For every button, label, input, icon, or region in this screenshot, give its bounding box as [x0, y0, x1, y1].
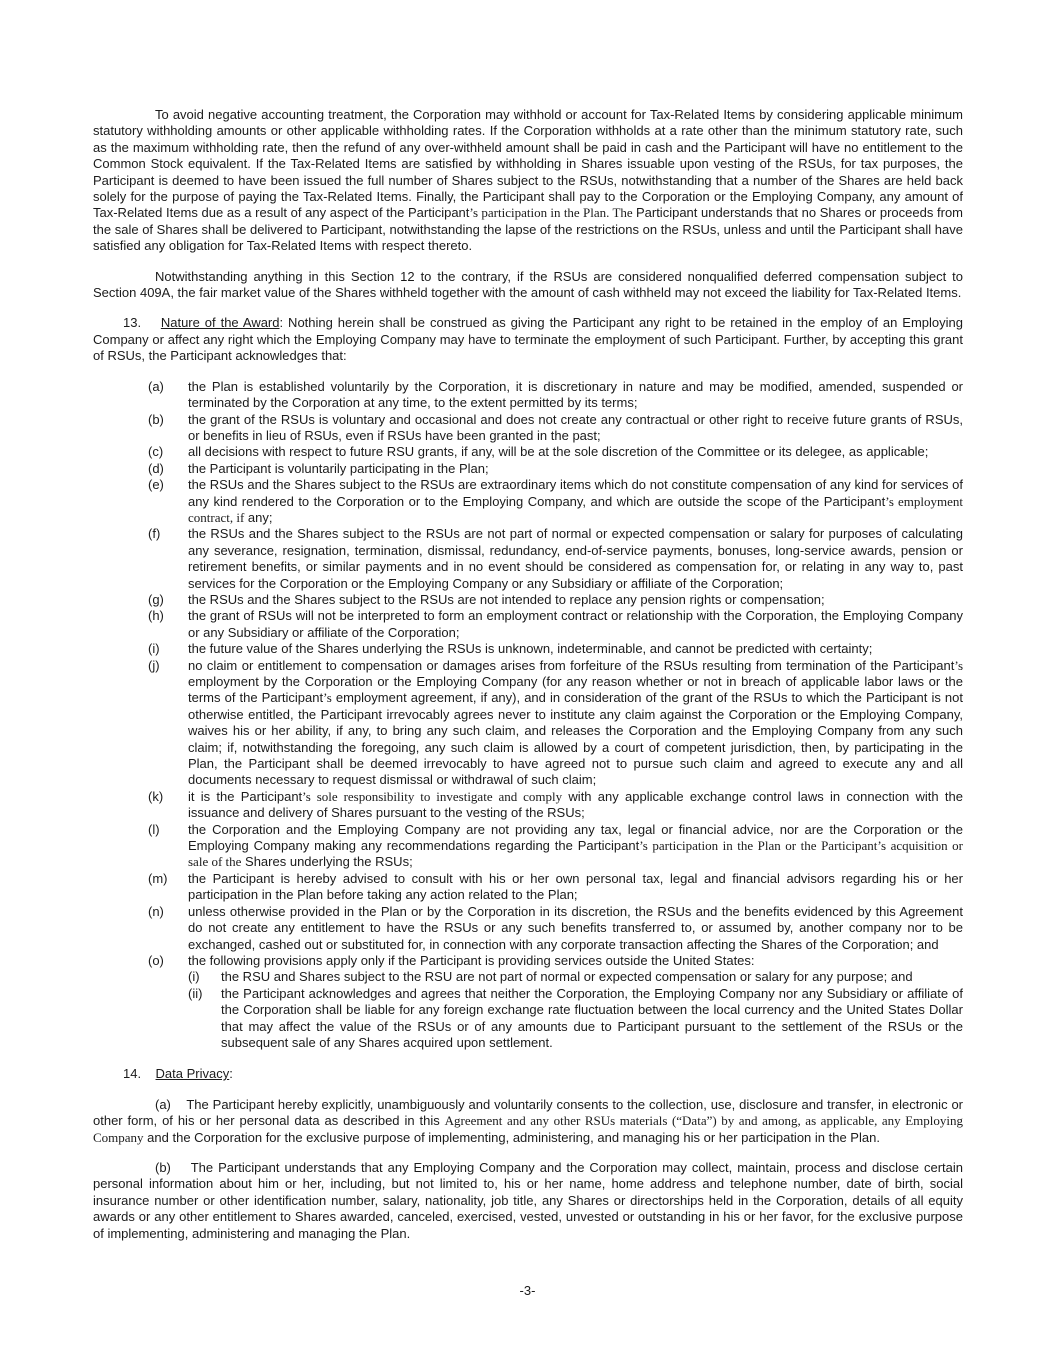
paragraph-data-privacy-collection: (b) The Participant understands that any Employing Company and the Corporation may collect, maintain, process and disclose certain personal information about him or her, including, but not limited to, his or her name, home address and telephone number, date of birth, social insurance number or other identification number, salary, nationality, job title, any Shares or directorships held in the Corporation, details of all equity awards or any other entitlement to Shares awarded, canceled, exercised, vested, unvested or outstanding in his or her favor, for the exclusive purpose of implementing, administering and managing the Plan. [93, 1159, 963, 1241]
paragraph-tax-withholding: To avoid negative accounting treatment, the Corporation may withhold or account for Tax-Related Items by considering applicable minimum statutory withholding amounts or other applicable withholding rates. If the Corporation withholds at a rate other than the minimum statutory rate, such as the maximum withholding rate, then the refund of any over-withheld amount shall be paid in cash and the Participant will have no entitlement to the Common Stock equivalent. If the Tax-Related Items are satisfied by withholding in Shares issuable upon vesting of the RSUs, for tax purposes, the Participant is deemed to have been issued the full number of Shares subject to the RSUs, notwithstanding that a number of the Shares are held back solely for the purpose of paying the Tax-Related Items. Finally, the Participant shall pay to the Corporation or the Employing Company, any amount of Tax-Related Items due as a result of any aspect of the Participant’s participation in the Plan. The Participant understands that no Shares or proceeds from the sale of Shares shall be delivered to Participant, notwithstanding the lapse of the restrictions on the RSUs, unless and until the Participant shall have satisfied any obligation for Tax-Related Items with respect thereto. [93, 107, 964, 254]
list-item [148, 822, 963, 871]
list-item-text: it is the Participant’s sole responsibility to investigate and comply with any applicable exchange control laws in connection with the issuance and delivery of Shares pursuant to the vesting of the RSUs; [188, 788, 963, 821]
paragraph-409a: Notwithstanding anything in this Section 12 to the contrary, if the RSUs are considered nonqualified deferred compensation subject to Section 409A, the fair market value of the Shares withheld together with the amount of cash withheld may not exceed the liability for Tax-Related Items. [93, 268, 963, 301]
list-item-label: (b) [148, 411, 164, 427]
list-item [148, 658, 963, 789]
sublist-item-text: the RSU and Shares subject to the RSU are not part of normal or expected compensation or salary for any purpose; and [221, 969, 913, 985]
list-item-text: the RSUs and the Shares subject to the RSUs are not intended to replace any pension rights or compensation; [188, 591, 825, 607]
sublist-item [188, 986, 963, 1052]
sublist-item-text: the Participant acknowledges and agrees that neither the Corporation, the Employing Company nor any Subsidiary or affiliate of the Corporation shall be liable for any foreign exchange rate fluctuation between the local currency and the United States Dollar that may affect the value of the RSUs or of any amounts due to Participant pursuant to the settlement of the RSUs or the subsequent sale of any Shares acquired upon settlement. [221, 985, 963, 1050]
list-item-text: the following provisions apply only if the Participant is providing services outside the United States: (i) the RSU and Shares subject to the RSU are not part of normal or expected compensation or salary for any purpose; and (ii) the Participant acknowledges and agrees that neither the Corporation, the Employing Company nor any Subsidiary or affiliate of the Corporation shall be liable for any foreign exchange rate fluctuation between the local currency and the United States Dollar that may affect the value of the RSUs or of any amounts due to Participant pursuant to the settlement of the RSUs or the subsequent sale of any Shares acquired upon settlement. [188, 952, 963, 1050]
list-item-label: (k) [148, 788, 164, 804]
list-item-label: (d) [148, 460, 164, 476]
list-item [148, 641, 963, 657]
list-item-label: (o) [148, 952, 164, 968]
list-item [148, 789, 963, 822]
list-item [148, 461, 963, 477]
document-body [93, 107, 963, 1256]
list-item [148, 871, 963, 904]
list-item [148, 526, 963, 592]
section-14-data-privacy-heading: 14. Data Privacy: [123, 1066, 233, 1082]
list-item [148, 904, 963, 953]
list-item [148, 592, 963, 608]
paragraph-data-privacy-consent: (a) The Participant hereby explicitly, unambiguously and voluntarily consents to the collection, use, disclosure and transfer, in electronic or other form, of his or her personal data as described in this Agreement and any other RSUs materials (“Data”) by and among, as applicable, any Employing Company and the Corporation for the exclusive purpose of implementing, administering, and managing his or her participation in the Plan. [93, 1096, 963, 1145]
sublist-item-label: (i) [188, 969, 200, 985]
sublist-item [188, 969, 963, 985]
list-item-text: the RSUs and the Shares subject to the RSUs are extraordinary items which do not constitute compensation of any kind for services of any kind rendered to the Corporation or to the Employing Company, and which are outside the scope of the Participant’s employment contract, if any; [188, 477, 963, 525]
list-item-text: all decisions with respect to future RSU grants, if any, will be at the sole discretion of the Committee or its delegee, as applicable; [188, 444, 929, 460]
list-item-text: no claim or entitlement to compensation or damages arises from forfeiture of the RSUs resulting from termination of the Participant’s employment by the Corporation or the Employing Company (for any reason whether or not in breach of applicable labor laws or the terms of the Participant’s employment agreement, if any), and in consideration of the grant of the RSUs to which the Participant is not otherwise entitled, the Participant irrevocably agrees never to institute any claim against the Corporation or the Employing Company, waives his or her ability, if any, to bring any such claim, and releases the Corporation and the Employing Company from any such claim; if, notwithstanding the foregoing, any such claim is allowed by a court of competent jurisdiction, then, by participating in the Plan, the Participant shall be deemed irrevocably to have agreed not to pursue such claim and agreed to execute any and all documents necessary to request dismissal or withdrawal of such claim; [188, 657, 964, 788]
page-number: -3- [519, 1283, 536, 1298]
section-13-nature-of-award: 13. Nature of the Award: Nothing herein shall be construed as giving the Participant any right to be retained in the employ of an Employing Company or affect any right which the Employing Company may have to terminate the employment of such Participant. Further, by accepting this grant of RSUs, the Participant acknowledges that: [93, 315, 963, 364]
list-item-label: (g) [148, 591, 164, 607]
list-item-label: (i) [148, 641, 160, 657]
sublist-item-label: (ii) [188, 985, 203, 1001]
list-item-label: (h) [148, 608, 164, 624]
list-item-text: the Participant is voluntarily participating in the Plan; [188, 460, 489, 476]
list-item-label: (e) [148, 477, 164, 493]
sublist [188, 969, 963, 1051]
list-item [148, 608, 963, 641]
list-item [148, 444, 963, 460]
list-item [148, 477, 963, 526]
list-item-text: unless otherwise provided in the Plan or by the Corporation in its discretion, the RSUs and the benefits evidenced by this Agreement do not create any entitlement to have the RSUs or any such benefits transferred to, or assumed by, another company nor to be exchanged, cashed out or substituted for, in connection with any corporate transaction affecting the Shares of the Corporation; and [188, 903, 963, 952]
list-item-text: the Participant is hereby advised to consult with his or her own personal tax, legal and financial advisors regarding his or her participation in the Plan before taking any action related to the Plan; [188, 870, 963, 903]
list-item-text: the future value of the Shares underlying the RSUs is unknown, indeterminable, and cannot be predicted with certainty; [188, 641, 873, 657]
list-item-label: (l) [148, 821, 160, 837]
list-item [148, 379, 963, 412]
list-item-label: (f) [148, 526, 161, 542]
list-item-label: (a) [148, 378, 164, 394]
list-item-label: (j) [148, 657, 160, 673]
list-item-label: (n) [148, 903, 164, 919]
list-item-text: the Corporation and the Employing Company are not providing any tax, legal or financial advice, nor are the Corporation or the Employing Company making any recommendations regarding the Participant’s participation in the Plan or the Participant’s acquisition or sale of the Shares underlying the RSUs; [188, 821, 963, 870]
list-item-text: the grant of the RSUs is voluntary and occasional and does not create any contractual or other right to receive future grants of RSUs, or benefits in lieu of RSUs, even if RSUs have been granted in the past; [188, 411, 963, 443]
list-item-text: the grant of RSUs will not be interpreted to form an employment contract or relationship with the Corporation, the Employing Company or any Subsidiary or affiliate of the Corporation; [188, 608, 963, 640]
list-item-text: the Plan is established voluntarily by the Corporation, it is discretionary in nature and may be modified, amended, suspended or terminated by the Corporation at any time, to the extent permitted by its terms; [188, 378, 963, 411]
list-item-label: (c) [148, 444, 164, 460]
list-item-label: (m) [148, 870, 168, 886]
list-item [148, 412, 963, 445]
list-item [148, 953, 963, 1051]
acknowledgement-list [93, 379, 963, 1052]
list-item-text: the RSUs and the Shares subject to the RSUs are not part of normal or expected compensation or salary for purposes of calculating any severance, resignation, termination, dismissal, redundancy, end-of-service payments, bonuses, long-service awards, pension or retirement benefits, or similar payments and in no event should be considered as compensation for, or relating in any way to, past services for the Corporation or the Employing Company or any Subsidiary or affiliate of the Corporation; [188, 526, 963, 591]
